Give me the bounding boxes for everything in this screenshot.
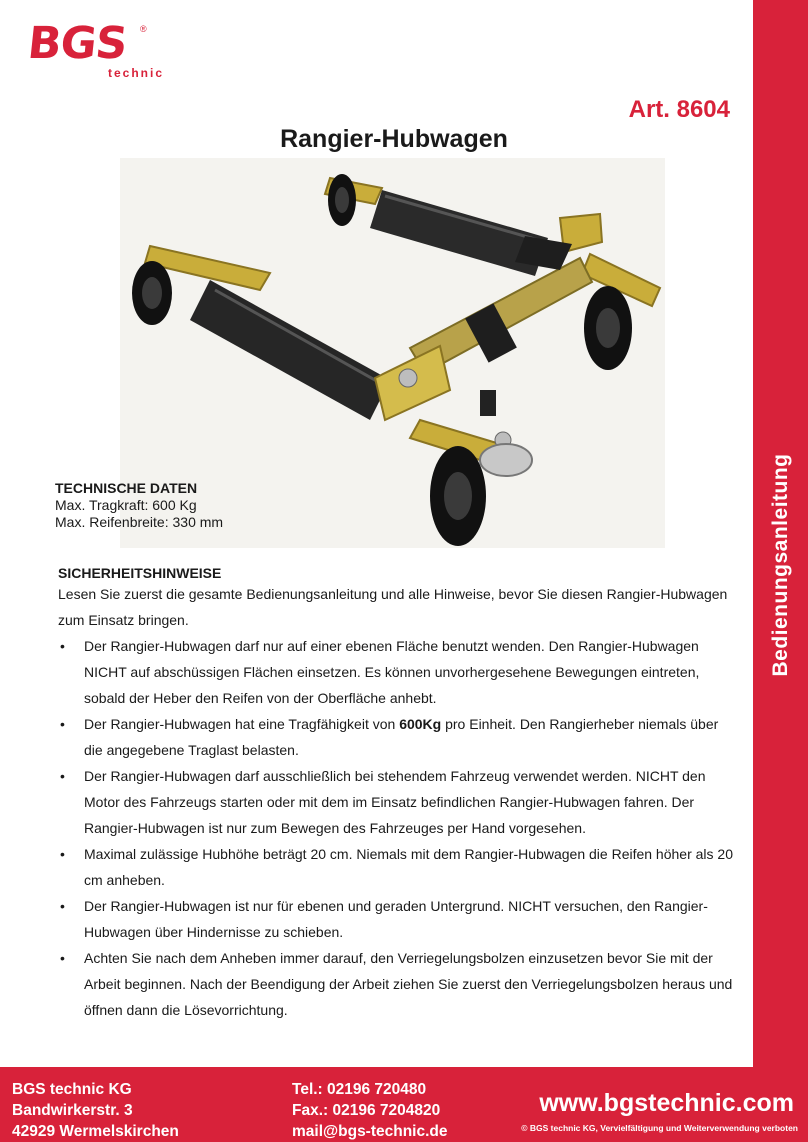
email-address[interactable]: mail@bgs-technic.de	[292, 1123, 448, 1140]
copyright-notice: © BGS technic KG, Vervielfältigung und Weiterverwendung verboten	[521, 1123, 798, 1133]
side-label	[753, 430, 808, 700]
page-title: Rangier-Hubwagen	[280, 125, 508, 153]
logo-wordmark: BGS	[25, 18, 130, 69]
brand-logo	[25, 18, 165, 82]
safety-item: • Der Rangier-Hubwagen darf nur auf einer ebenen Fläche benutzt wenden. Den Rangier-Hubwagen NICHT auf abschüssigen Flächen einsetzen. Es können unvorhergesehene Bewegungen eintreten, sobald der Heber den Reifen von der Oberfläche anhebt.	[58, 633, 738, 711]
safety-section	[58, 565, 738, 1023]
safety-item-text: pro Einheit. Den Rangierheber niemals über die angegebene Traglast belasten.	[84, 716, 719, 758]
company-name: BGS technic KG	[12, 1081, 132, 1098]
logo-subtitle: technic	[108, 66, 165, 80]
spec-max-tire-width: Max. Reifenbreite: 330 mm	[55, 514, 224, 530]
footer	[0, 1067, 808, 1142]
logo-registered-mark: ®	[140, 24, 147, 34]
safety-item: • Achten Sie nach dem Anheben immer darauf, den Verriegelungsbolzen einzusetzen bevor Sie mit der Arbeit beginnen. Nach der Beendigung der Arbeit ziehen Sie zuerst den Verriegelungsbolzen heraus und öffnen dann die Lösevorrichtung.	[58, 945, 738, 1023]
safety-item	[58, 711, 738, 763]
website-link[interactable]: www.bgstechnic.com	[539, 1089, 794, 1117]
safety-item-text: Der Rangier-Hubwagen hat eine Tragfähigkeit von	[84, 716, 400, 732]
safety-list	[58, 633, 738, 1023]
safety-intro: Lesen Sie zuerst die gesamte Bedienungsanleitung und alle Hinweise, bevor Sie diesen Rangier-Hubwagen zum Einsatz bringen.	[58, 586, 728, 628]
spec-max-load: Max. Tragkraft: 600 Kg	[55, 497, 197, 513]
safety-heading: SICHERHEITSHINWEISE	[58, 565, 222, 581]
footer-contact	[292, 1079, 448, 1142]
technical-data	[55, 480, 223, 531]
safety-item: • Der Rangier-Hubwagen ist nur für ebenen und geraden Untergrund. NICHT versuchen, den Rangier-Hubwagen über Hindernisse zu schieben.	[58, 893, 738, 945]
technical-data-heading: TECHNISCHE DATEN	[55, 480, 198, 496]
safety-item: • Der Rangier-Hubwagen darf ausschließlich bei stehendem Fahrzeug verwendet werden. NICHT den Motor des Fahrzeugs starten oder mit dem im Einsatz befindlichen Rangier-Hubwagen fahren. Der Rangier-Hubwagen ist nur zum Bewegen des Fahrzeuges per Hand vorgesehen.	[58, 763, 738, 841]
footer-address	[12, 1079, 179, 1142]
safety-item-emphasis: 600Kg	[399, 716, 442, 732]
city-address: 42929 Wermelskirchen	[12, 1123, 179, 1140]
side-label-text: Bedienungsanleitung	[768, 453, 792, 677]
phone-number: Tel.: 02196 720480	[292, 1081, 427, 1098]
fax-number: Fax.: 02196 7204820	[292, 1102, 441, 1119]
article-number: Art. 8604	[628, 96, 730, 123]
street-address: Bandwirkerstr. 3	[12, 1102, 133, 1119]
safety-item: • Maximal zulässige Hubhöhe beträgt 20 cm. Niemals mit dem Rangier-Hubwagen die Reifen höher als 20 cm anheben.	[58, 841, 738, 893]
